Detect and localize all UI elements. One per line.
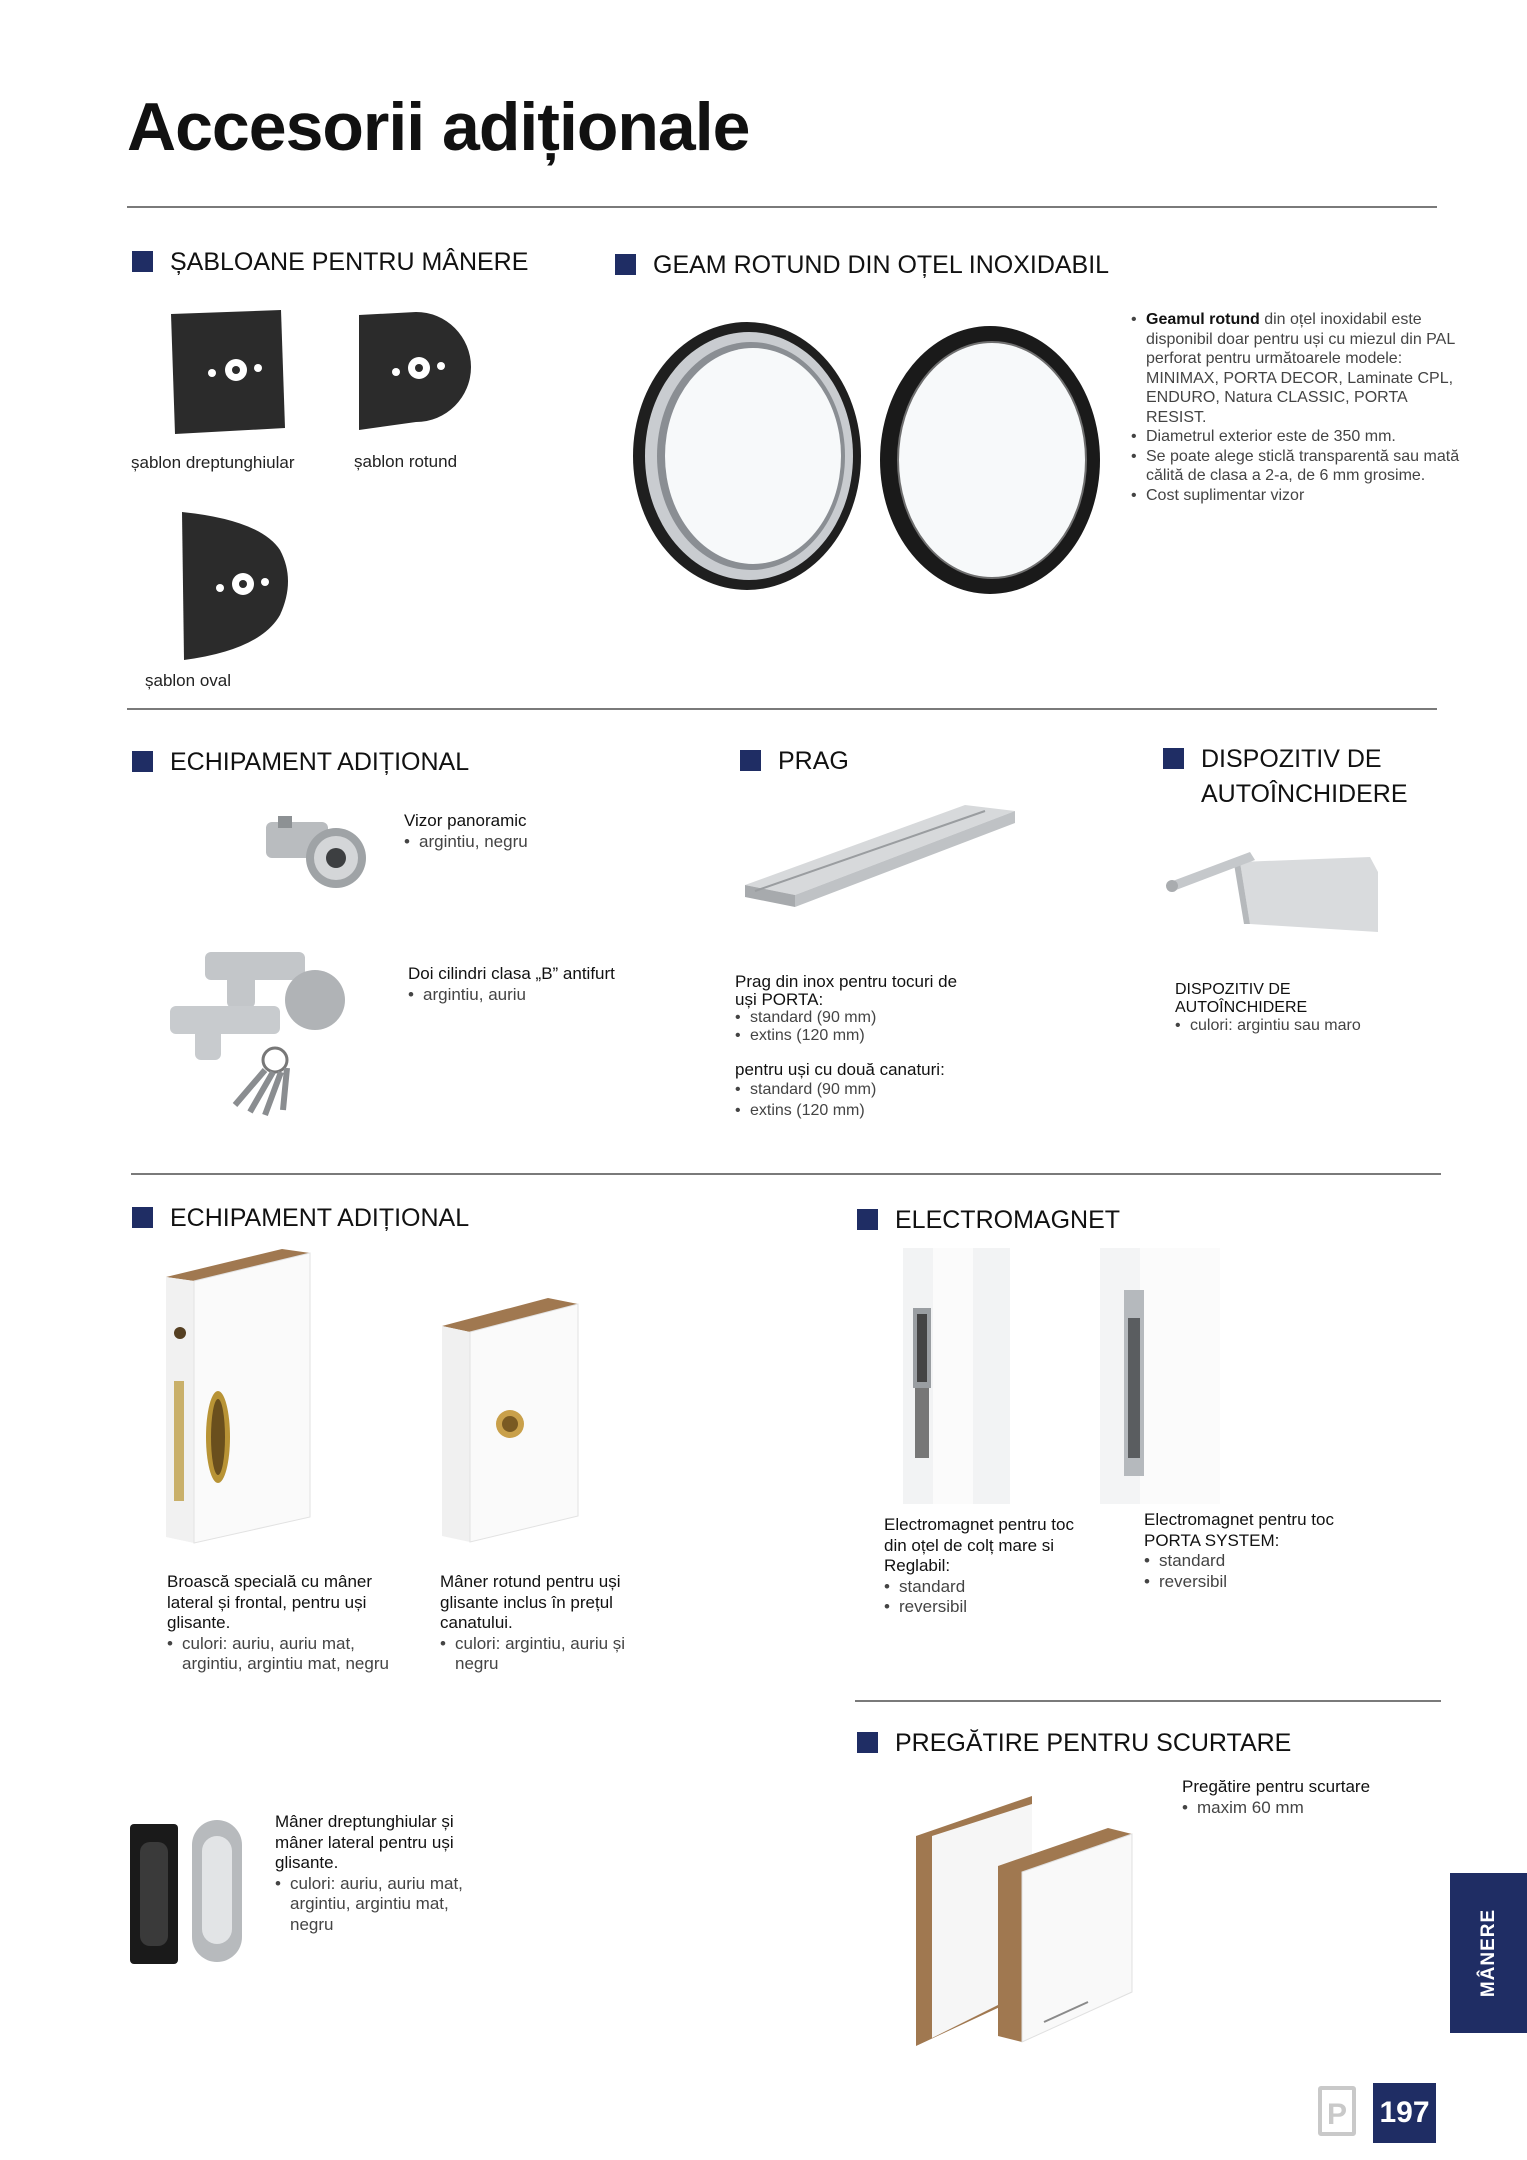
prag-image (735, 795, 1021, 915)
sablon-rotund-label: șablon rotund (354, 452, 458, 471)
sablon-dreptunghiular-label: șablon dreptunghiular (131, 453, 295, 472)
sablon-rotund-image (356, 312, 471, 430)
geam-bullet: • Cost suplimentar vizor (1131, 486, 1471, 506)
electromagnet-1-caption: Electromagnet pentru toc din oțel de colț mare si Reglabil: • standard • reversibil (884, 1515, 1094, 1618)
section-marker (857, 1732, 878, 1753)
section-heading-sabloane: ȘABLOANE PENTRU MÂNERE (132, 245, 528, 280)
broasca-caption: Broască specială cu mâner lateral și frontal, pentru uși glisante. • culori: auriu, auriu mat, argintiu, argintiu mat, negru (167, 1572, 407, 1675)
porta-logo-icon: P (1318, 2086, 1356, 2136)
section-heading-echipament-2: ECHIPAMENT ADIȚIONAL (132, 1201, 469, 1236)
section-marker (857, 1209, 878, 1230)
maner-drept-image (128, 1818, 248, 1968)
broasca-image (162, 1247, 312, 1547)
section-heading-geam: GEAM ROTUND DIN OȚEL INOXIDABIL (615, 248, 1109, 283)
maner-drept-caption: Mâner dreptunghiular și mâner lateral pentru uși glisante. • culori: auriu, auriu mat, argintiu, argintiu mat, negru (275, 1812, 475, 1935)
vizor-caption: Vizor panoramic • argintiu, negru (404, 810, 528, 852)
section-marker (132, 251, 153, 272)
side-tab-manere: MÂNERE (1450, 1873, 1527, 2033)
sablon-dreptunghiular-image (167, 310, 285, 434)
geam-rotund-image-1 (627, 318, 867, 594)
electromagnet-image-1 (903, 1248, 1010, 1504)
maner-rotund-caption: Mâner rotund pentru uși glisante inclus în prețul canatului. • culori: argintiu, auriu și negru (440, 1572, 650, 1675)
section-heading-scurtare: PREGĂTIRE PENTRU SCURTARE (857, 1726, 1291, 1761)
maner-rotund-image (438, 1296, 582, 1546)
dispozitiv-caption: DISPOZITIV DE AUTOÎNCHIDERE • culori: argintiu sau maro (1175, 981, 1415, 1035)
divider (131, 1173, 1441, 1175)
geam-bullet: • Se poate alege sticlă transparentă sau mată călită de clasa a 2-a, de 6 mm grosime. (1131, 447, 1471, 486)
section-marker (615, 254, 636, 275)
page-number: 197 (1373, 2083, 1436, 2143)
geam-description (1131, 310, 1471, 505)
section-heading-prag: PRAG (740, 744, 849, 779)
divider (127, 206, 1437, 208)
dispozitiv-image (1160, 832, 1380, 936)
vizor-panoramic-image (258, 800, 368, 892)
section-heading-electromagnet: ELECTROMAGNET (857, 1203, 1120, 1238)
electromagnet-2-caption: Electromagnet pentru toc PORTA SYSTEM: • standard • reversibil (1144, 1510, 1344, 1592)
section-marker (132, 1207, 153, 1228)
section-marker (1163, 748, 1184, 769)
electromagnet-image-2 (1100, 1248, 1220, 1504)
sablon-oval-label: șablon oval (145, 671, 232, 690)
cilindri-image (165, 940, 355, 1118)
geam-bullet: • Geamul rotund din oțel inoxidabil este disponibil doar pentru uși cu miezul din PAL perforat pentru următoarele modele: MINIMAX, PORTA DECOR, Laminate CPL, ENDURO, Natura CLASSIC, PORTA RESIST. (1131, 310, 1471, 427)
section-heading-echipament: ECHIPAMENT ADIȚIONAL (132, 745, 469, 780)
prag-caption: Prag din inox pentru tocuri de uși PORTA: • standard (90 mm) • extins (120 mm) pentru uși cu două canaturi: • standard (90 mm) • extins (120 mm) (735, 973, 965, 1121)
section-marker (132, 751, 153, 772)
page-title: Accesorii adiționale (127, 89, 750, 165)
divider (127, 708, 1437, 710)
sablon-oval-image (180, 510, 292, 662)
scurtare-caption: Pregătire pentru scurtare • maxim 60 mm (1182, 1777, 1412, 1818)
scurtare-image (912, 1792, 1142, 2054)
section-heading-dispozitiv: DISPOZITIV DE AUTOÎNCHIDERE (1163, 742, 1413, 812)
divider (855, 1700, 1441, 1702)
cilindri-caption: Doi cilindri clasa „B” antifurt • argintiu, auriu (408, 963, 615, 1005)
section-marker (740, 750, 761, 771)
geam-rotund-image-2 (877, 322, 1103, 598)
geam-bullet: • Diametrul exterior este de 350 mm. (1131, 427, 1471, 447)
